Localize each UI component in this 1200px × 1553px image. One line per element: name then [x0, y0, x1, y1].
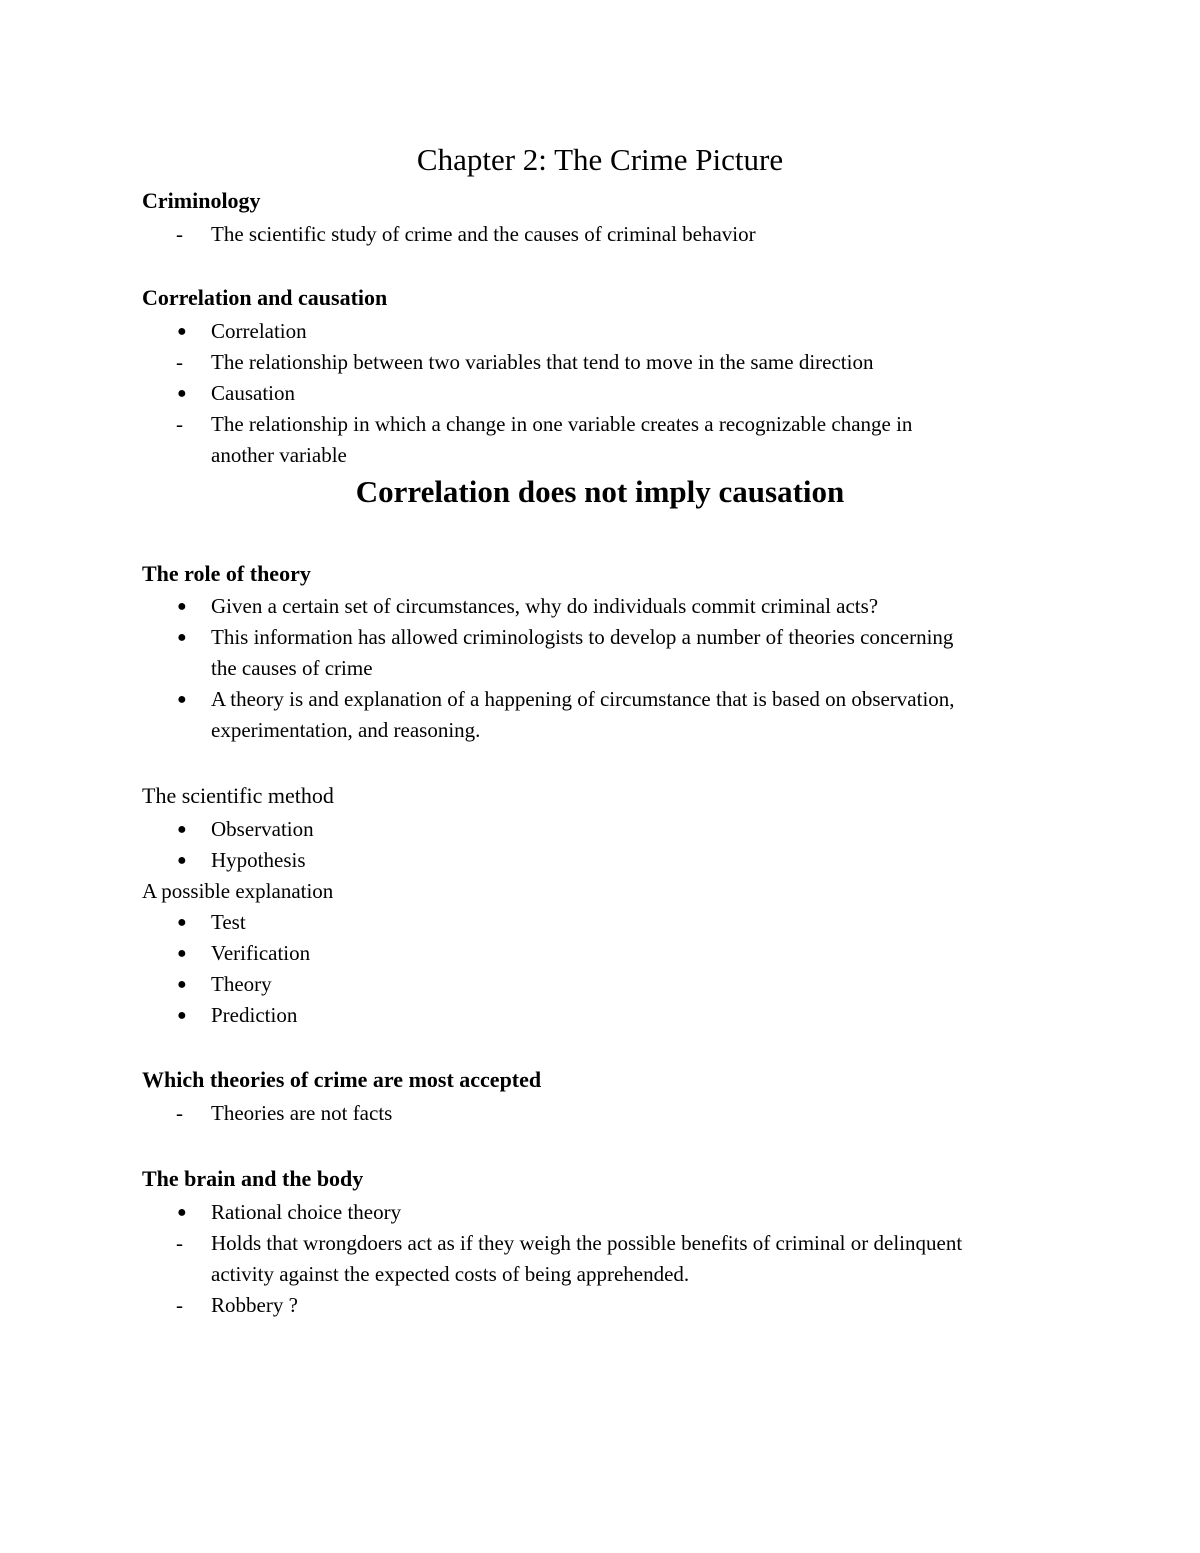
- list-item-text: Holds that wrongdoers act as if they weigh the possible benefits of criminal or delinquent: [211, 1231, 963, 1255]
- list-item: [142, 938, 1072, 969]
- list-item: [142, 219, 1072, 250]
- list-item-text: Prediction: [211, 1003, 298, 1027]
- list-item-text: Verification: [211, 941, 311, 965]
- list-item: [142, 1197, 1072, 1228]
- list-item-text: A theory is and explanation of a happening of circumstance that is based on observation,: [211, 687, 955, 711]
- list-item-continuation: [142, 440, 1072, 471]
- list-item: [142, 347, 1072, 378]
- list-item-text: This information has allowed criminologists to develop a number of theories concerning: [211, 625, 954, 649]
- page-title: Chapter 2: The Crime Picture: [416, 142, 784, 177]
- bullet-marker: ●: [177, 629, 187, 646]
- dash-marker: -: [176, 412, 183, 436]
- list-item-text: Theory: [211, 972, 272, 996]
- bullet-marker: ●: [177, 385, 187, 402]
- list-item-text: Correlation: [211, 319, 307, 343]
- list-item-text: The scientific study of crime and the causes of criminal behavior: [211, 222, 756, 246]
- list-item-text: the causes of crime: [211, 656, 373, 680]
- list-item: [142, 622, 1072, 653]
- dash-marker: -: [176, 1101, 183, 1125]
- list-item-text: Given a certain set of circumstances, why do individuals commit criminal acts?: [211, 594, 879, 618]
- list-item-text: Causation: [211, 381, 295, 405]
- bullet-marker: ●: [177, 1007, 187, 1024]
- list-item: [142, 1290, 1072, 1321]
- list-item-text: activity against the expected costs of being apprehended.: [211, 1262, 690, 1286]
- bullet-marker: ●: [177, 1204, 187, 1221]
- list-item-continuation: [142, 653, 1072, 684]
- heading-role-of-theory: The role of theory: [142, 561, 311, 586]
- list-item-text: another variable: [211, 443, 347, 467]
- heading-scientific-method: The scientific method: [142, 783, 334, 808]
- list-item: [142, 1228, 1072, 1259]
- method-note: A possible explanation: [142, 879, 334, 903]
- list-item: [142, 814, 1072, 845]
- list-item: [142, 969, 1072, 1000]
- bullet-marker: ●: [177, 945, 187, 962]
- bullet-marker: ●: [177, 852, 187, 869]
- list-item: [142, 316, 1072, 347]
- list-item: [142, 378, 1072, 409]
- list-item: [142, 684, 1072, 715]
- list-item: [142, 1098, 1072, 1129]
- list-item-text: The relationship in which a change in one variable creates a recognizable change in: [211, 412, 913, 436]
- bullet-marker: ●: [177, 598, 187, 615]
- list-item-text: experimentation, and reasoning.: [211, 718, 481, 742]
- dash-marker: -: [176, 350, 183, 374]
- bullet-marker: ●: [177, 821, 187, 838]
- heading-correlation-causation: Correlation and causation: [142, 285, 388, 310]
- list-item: [142, 1000, 1072, 1031]
- bullet-marker: ●: [177, 691, 187, 708]
- list-item-text: Hypothesis: [211, 848, 306, 872]
- dash-marker: -: [176, 1231, 183, 1255]
- heading-criminology: Criminology: [142, 188, 261, 213]
- heading-accepted-theories: Which theories of crime are most accepted: [142, 1067, 542, 1092]
- list-item-continuation: [142, 715, 1072, 746]
- list-item-text: The relationship between two variables that tend to move in the same direction: [211, 350, 874, 374]
- list-item: [142, 907, 1072, 938]
- bullet-marker: ●: [177, 914, 187, 931]
- list-item: [142, 409, 1072, 440]
- list-item-text: Test: [211, 910, 246, 934]
- bullet-marker: ●: [177, 323, 187, 340]
- list-item-text: Theories are not facts: [211, 1101, 393, 1125]
- list-item-text: Robbery ?: [211, 1293, 298, 1317]
- list-item-text: Rational choice theory: [211, 1200, 402, 1224]
- list-item-continuation: [142, 1259, 1072, 1290]
- dash-marker: -: [176, 222, 183, 246]
- heading-brain-and-body: The brain and the body: [142, 1166, 364, 1191]
- dash-marker: -: [176, 1293, 183, 1317]
- callout-heading: Correlation does not imply causation: [355, 474, 845, 509]
- list-item-text: Observation: [211, 817, 314, 841]
- list-item: [142, 845, 1072, 876]
- list-item: [142, 591, 1072, 622]
- bullet-marker: ●: [177, 976, 187, 993]
